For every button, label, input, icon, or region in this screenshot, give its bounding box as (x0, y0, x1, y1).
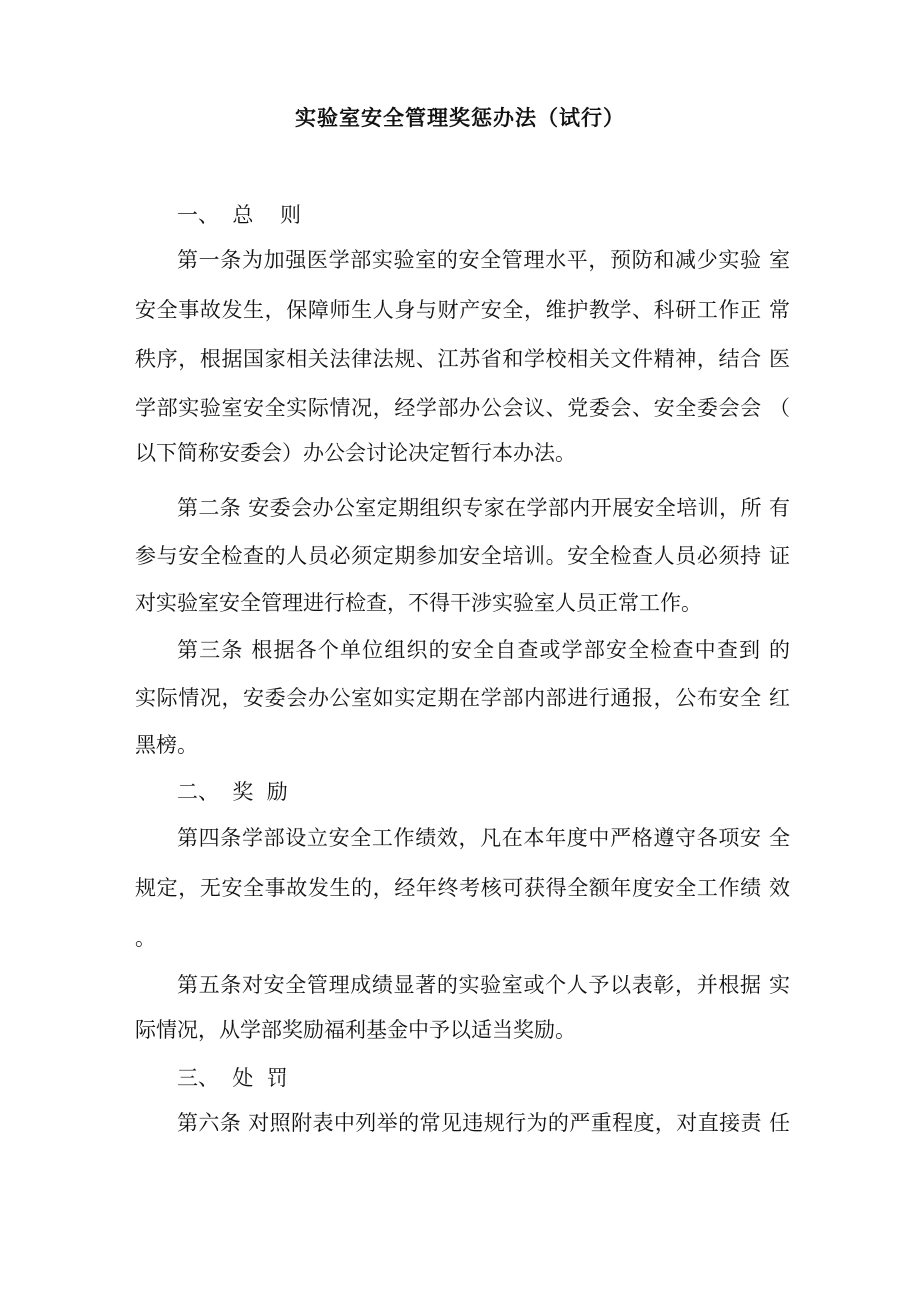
section-heading-general: 一、 总 则 (177, 203, 302, 227)
art1-line-3: 秩序，根据国家相关法律法规、江苏省和学校相关文件精神，结合 医 (135, 347, 790, 371)
art3-line-3: 黑榜。 (135, 733, 198, 757)
section-heading-penalties: 三、 处 罚 (177, 1066, 288, 1090)
art3-line-1: 第三条 根据各个单位组织的安全自查或学部安全检查中查到 的 (177, 638, 790, 662)
art4-line-1: 第四条学部设立安全工作绩效，凡在本年度中严格遵守各项安 全 (177, 826, 790, 850)
art2-line-1: 第二条 安委会办公室定期组织专家在学部内开展安全培训，所 有 (177, 496, 790, 520)
art6-line-1: 第六条 对照附表中列举的常见违规行为的严重程度，对直接责 任 (177, 1111, 790, 1135)
art2-line-3: 对实验室安全管理进行检查，不得干涉实验室人员正常工作。 (135, 591, 702, 615)
art5-line-2: 际情况，从学部奖励福利基金中予以适当奖励。 (135, 1018, 576, 1042)
art2-line-2: 参与安全检查的人员必须定期参加安全培训。安全检查人员必须持 证 (135, 544, 790, 568)
art1-line-5: 以下简称安委会）办公会讨论决定暂行本办法。 (135, 441, 576, 465)
art3-line-2: 实际情况，安委会办公室如实定期在学部内部进行通报，公布安全 红 (135, 686, 790, 710)
art1-line-1: 第一条为加强医学部实验室的安全管理水平，预防和减少实验 室 (177, 248, 790, 272)
art1-line-4: 学部实验室安全实际情况，经学部办公会议、党委会、安全委会会 （ (135, 396, 790, 420)
art4-line-2: 规定，无安全事故发生的，经年终考核可获得全额年度安全工作绩 效 (135, 876, 790, 900)
document-title: 实验室安全管理奖惩办法（试行） (295, 105, 625, 130)
section-heading-rewards: 二、 奖 励 (177, 780, 288, 804)
art4-line-3: 。 (135, 926, 156, 950)
art1-line-2: 安全事故发生，保障师生人身与财产安全，维护教学、科研工作正 常 (135, 298, 790, 322)
art5-line-1: 第五条对安全管理成绩显著的实验室或个人予以表彰，并根据 实 (177, 973, 790, 997)
